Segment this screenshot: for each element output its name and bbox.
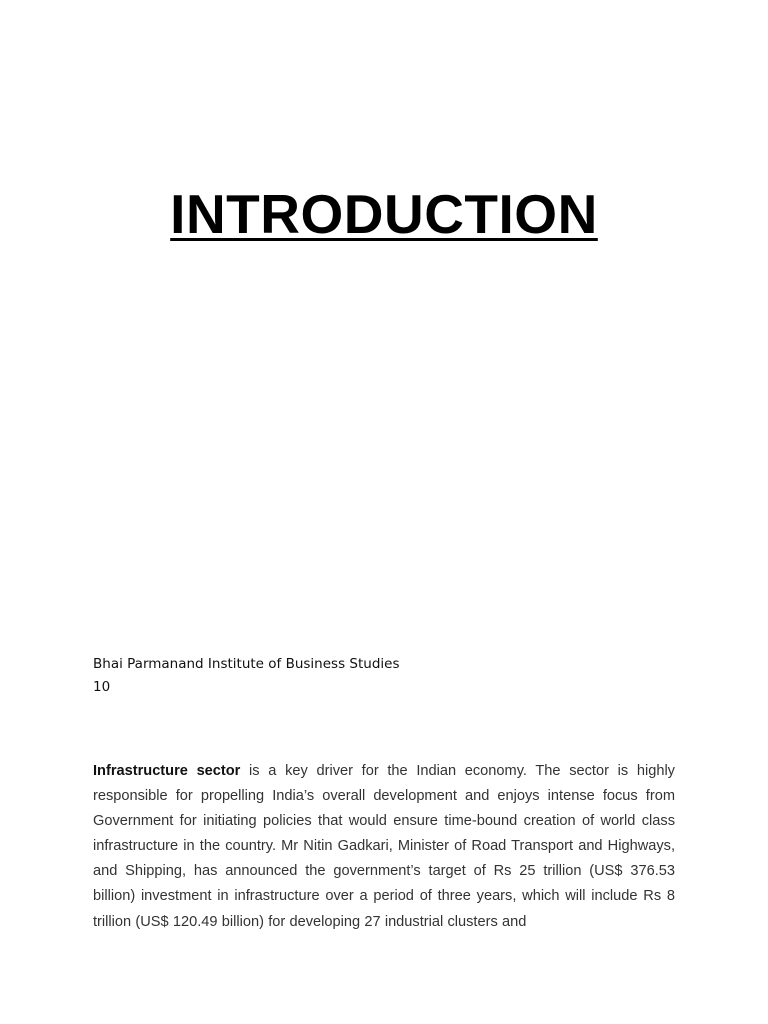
paragraph-text: is a key driver for the Indian economy. The sector is highly responsible for propelling India’s overall development and enjoys intense focus from Government for initiating policies that would ensure time-bound creation of world class infrastructure in the country. Mr Nitin Gadkari, Minister of Road Transport and Highways, and Shipping, has announced the government’s target of Rs 25 trillion (US$ 376.53 billion) investment in infrastructure over a period of three years, which will include Rs 8 trillion (US$ 120.49 billion) for developing 27 industrial clusters and <box>93 763 675 930</box>
paragraph-lead: Infrastructure sector <box>93 763 241 779</box>
page-number: 10 <box>93 679 111 695</box>
page-footer <box>93 653 399 699</box>
body-paragraph <box>93 759 675 935</box>
page-title: INTRODUCTION <box>170 183 598 245</box>
institute-name: Bhai Parmanand Institute of Business Studies <box>93 656 400 672</box>
